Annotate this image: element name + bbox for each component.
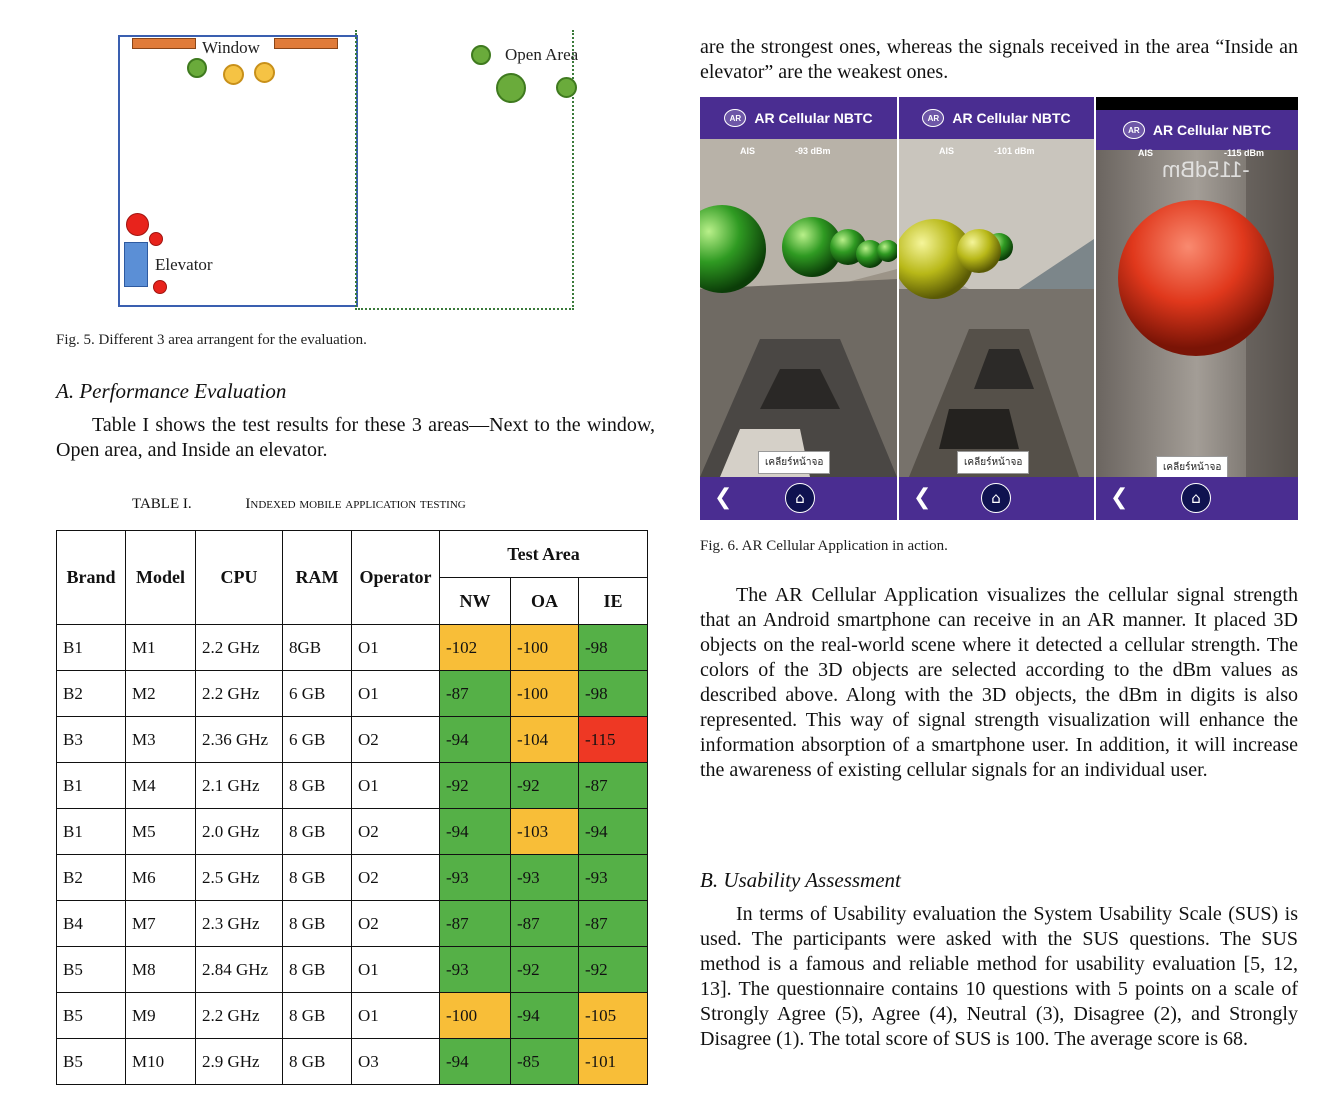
ar-scene-corridor (899, 139, 1094, 477)
operator-label: AIS (939, 146, 955, 156)
window-green-marker (187, 58, 207, 78)
cell-operator: O1 (352, 671, 440, 717)
cell-brand: B5 (57, 1039, 126, 1085)
cell-nw: -87 (440, 671, 511, 717)
cell-nw: -100 (440, 993, 511, 1039)
cell-brand: B1 (57, 763, 126, 809)
open-area-green-marker (496, 73, 526, 103)
dbm-label: -115 dBm (1224, 148, 1265, 158)
cell-oa: -94 (511, 993, 579, 1039)
cell-oa: -100 (511, 671, 579, 717)
cell-oa: -85 (511, 1039, 579, 1085)
cell-oa: -87 (511, 901, 579, 947)
top-right-paragraph: are the strongest ones, whereas the signals received in the area “Inside an elevator” are the weakest ones. (700, 36, 1298, 83)
home-icon[interactable]: ⌂ (981, 483, 1011, 513)
cell-model: M5 (126, 809, 196, 855)
back-icon[interactable]: ❮ (913, 485, 932, 510)
fig6-caption: Fig. 6. AR Cellular Application in action. (700, 538, 948, 554)
cell-ram: 8GB (283, 625, 352, 671)
cell-nw: -87 (440, 901, 511, 947)
elevator-box (124, 242, 148, 287)
col-cpu: CPU (196, 531, 283, 625)
section-b-paragraph (700, 902, 1298, 1052)
cell-model: M9 (126, 993, 196, 1039)
app-header (1096, 110, 1298, 150)
cell-brand: B5 (57, 947, 126, 993)
cell-operator: O2 (352, 855, 440, 901)
fig5-diagram (110, 30, 580, 315)
cell-ie: -87 (579, 901, 648, 947)
cell-oa: -92 (511, 947, 579, 993)
cell-operator: O2 (352, 901, 440, 947)
window-yellow-marker (254, 62, 275, 83)
table-row (57, 947, 648, 993)
section-a-heading: A. Performance Evaluation (56, 379, 287, 403)
cell-model: M8 (126, 947, 196, 993)
table-row (57, 625, 648, 671)
cell-brand: B1 (57, 809, 126, 855)
table-row (57, 717, 648, 763)
cell-nw: -93 (440, 947, 511, 993)
cell-brand: B1 (57, 625, 126, 671)
app-title: AR Cellular NBTC (754, 110, 873, 126)
cell-operator: O1 (352, 763, 440, 809)
cell-nw: -94 (440, 1039, 511, 1085)
open-area-label: Open Area (505, 45, 579, 64)
phone-screen-3 (1096, 97, 1298, 520)
cell-operator: O1 (352, 947, 440, 993)
cell-brand: B2 (57, 671, 126, 717)
cell-model: M2 (126, 671, 196, 717)
section-b-heading: B. Usability Assessment (700, 868, 901, 892)
window-label: Window (202, 38, 260, 57)
app-footer (700, 477, 897, 520)
cell-model: M7 (126, 901, 196, 947)
col-oa: OA (511, 578, 579, 625)
table-caption: Indexed mobile application testing (245, 496, 466, 512)
home-icon[interactable]: ⌂ (1181, 483, 1211, 513)
ar-signal-icon: AR (1123, 121, 1145, 139)
cell-brand: B5 (57, 993, 126, 1039)
cell-oa: -103 (511, 809, 579, 855)
cell-ie: -93 (579, 855, 648, 901)
cell-cpu: 2.3 GHz (196, 901, 283, 947)
ar-scene-corridor (700, 139, 897, 477)
cell-ie: -101 (579, 1039, 648, 1085)
col-test-area: Test Area (440, 531, 648, 578)
cell-oa: -100 (511, 625, 579, 671)
cell-cpu: 2.0 GHz (196, 809, 283, 855)
fig5-caption: Fig. 5. Different 3 area arrangent for the evaluation. (56, 332, 367, 348)
table-row (57, 901, 648, 947)
col-operator: Operator (352, 531, 440, 625)
cell-ram: 8 GB (283, 993, 352, 1039)
cell-ram: 6 GB (283, 671, 352, 717)
col-brand: Brand (57, 531, 126, 625)
cell-brand: B4 (57, 901, 126, 947)
camera-view (899, 139, 1094, 477)
cell-operator: O3 (352, 1039, 440, 1085)
cell-nw: -102 (440, 625, 511, 671)
app-title: AR Cellular NBTC (952, 110, 1071, 126)
cell-ie: -92 (579, 947, 648, 993)
window-bar-left (132, 38, 196, 49)
table-row (57, 763, 648, 809)
ar-app-text: The AR Cellular Application visualizes the cellular signal strength that an Android smartphone can receive in an AR manner. It placed 3D objects on the real-world scene where it detected a cellular strength. The colors of the 3D objects are selected according to the dBm values as described above. Along with the 3D objects, the dBm in digits is also represented. This way of signal strength visualization will enhance the information absorption of a smartphone user. In addition, it will increase the awareness of existing cellular signals for an individual user. (700, 584, 1298, 781)
cell-cpu: 2.2 GHz (196, 671, 283, 717)
window-yellow-marker (223, 64, 244, 85)
cell-model: M4 (126, 763, 196, 809)
cell-cpu: 2.1 GHz (196, 763, 283, 809)
table-row (57, 671, 648, 717)
cell-brand: B2 (57, 855, 126, 901)
cell-operator: O2 (352, 717, 440, 763)
ar-app-paragraph (700, 583, 1298, 783)
section-a-text: Table I shows the test results for these 3 areas—Next to the window, Open area, and Inside an elevator. (56, 414, 655, 461)
back-icon[interactable]: ❮ (1110, 485, 1129, 510)
operator-label: AIS (1138, 148, 1154, 158)
cell-cpu: 2.9 GHz (196, 1039, 283, 1085)
phone-screen-2 (899, 97, 1094, 520)
clear-screen-button[interactable]: เคลียร์หน้าจอ (758, 451, 830, 474)
ar-signal-icon: AR (922, 109, 944, 127)
camera-view (1096, 150, 1298, 477)
red-sphere (1118, 200, 1274, 356)
cell-ie: -105 (579, 993, 648, 1039)
table-number: TABLE I. (132, 496, 192, 512)
section-b-text: In terms of Usability evaluation the System Usability Scale (SUS) is used. The participants were asked with the SUS questions. The SUS method is a famous and reliable method for usability evaluation [5, 12, 13]. The questionnaire contains 10 questions with 5 points on a scale of Strongly Agree (5), Agree (4), Neutral (3), Disagree (2), and Strongly Disagree (1). The total score of SUS is 100. The average score is 68. (700, 903, 1298, 1050)
status-bar (1096, 97, 1298, 110)
fig6-screenshots (700, 97, 1298, 520)
open-area-green-marker (556, 77, 577, 98)
cell-ie: -87 (579, 763, 648, 809)
app-title: AR Cellular NBTC (1152, 122, 1272, 138)
cell-ram: 8 GB (283, 1039, 352, 1085)
elevator-red-marker (126, 213, 149, 236)
clear-screen-button[interactable]: เคลียร์หน้าจอ (957, 451, 1029, 474)
dbm-label: -93 dBm (795, 146, 831, 156)
table-row (57, 855, 648, 901)
cell-ram: 8 GB (283, 901, 352, 947)
col-nw: NW (440, 578, 511, 625)
cell-model: M10 (126, 1039, 196, 1085)
cell-ie: -115 (579, 717, 648, 763)
results-table (56, 530, 648, 1085)
elevator-red-marker (149, 232, 163, 246)
mirrored-dbm-overlay: -115dBm (1162, 157, 1250, 182)
cell-operator: O1 (352, 625, 440, 671)
cell-oa: -92 (511, 763, 579, 809)
window-bar-right (274, 38, 338, 49)
open-area-green-marker (471, 45, 491, 65)
cell-cpu: 2.2 GHz (196, 625, 283, 671)
ar-signal-icon: AR (724, 109, 746, 127)
col-ie: IE (579, 578, 648, 625)
section-a-paragraph (56, 413, 655, 463)
table-row (57, 1039, 648, 1085)
cell-cpu: 2.2 GHz (196, 993, 283, 1039)
table-row (57, 993, 648, 1039)
app-header (899, 97, 1094, 139)
table-body (57, 625, 648, 1085)
col-model: Model (126, 531, 196, 625)
cell-nw: -94 (440, 717, 511, 763)
cell-ram: 8 GB (283, 809, 352, 855)
yellow-sphere (957, 229, 1001, 273)
col-ram: RAM (283, 531, 352, 625)
cell-cpu: 2.84 GHz (196, 947, 283, 993)
dbm-label: -101 dBm (994, 146, 1035, 156)
cell-nw: -93 (440, 855, 511, 901)
home-icon[interactable]: ⌂ (785, 483, 815, 513)
cell-ie: -98 (579, 671, 648, 717)
open-area-dotted-bottom (358, 308, 574, 310)
cell-model: M6 (126, 855, 196, 901)
table-row (57, 809, 648, 855)
cell-model: M3 (126, 717, 196, 763)
cell-ie: -98 (579, 625, 648, 671)
app-header (700, 97, 897, 139)
clear-screen-button[interactable]: เคลียร์หน้าจอ (1156, 456, 1228, 479)
cell-oa: -93 (511, 855, 579, 901)
cell-cpu: 2.5 GHz (196, 855, 283, 901)
cell-model: M1 (126, 625, 196, 671)
table-title (132, 496, 466, 513)
cell-oa: -104 (511, 717, 579, 763)
cell-nw: -92 (440, 763, 511, 809)
elevator-red-marker (153, 280, 167, 294)
room-dotted-edge (355, 30, 357, 310)
open-area-dotted-edge (572, 30, 574, 310)
ar-scene-elevator (1096, 150, 1298, 477)
operator-label: AIS (740, 146, 756, 156)
cell-ram: 8 GB (283, 855, 352, 901)
app-footer (1096, 477, 1298, 520)
cell-ram: 8 GB (283, 947, 352, 993)
app-footer (899, 477, 1094, 520)
cell-ram: 6 GB (283, 717, 352, 763)
phone-screen-1 (700, 97, 897, 520)
camera-view (700, 139, 897, 477)
back-icon[interactable]: ❮ (714, 485, 733, 510)
cell-ram: 8 GB (283, 763, 352, 809)
cell-brand: B3 (57, 717, 126, 763)
cell-operator: O1 (352, 993, 440, 1039)
elevator-label: Elevator (155, 255, 213, 274)
cell-ie: -94 (579, 809, 648, 855)
cell-operator: O2 (352, 809, 440, 855)
cell-nw: -94 (440, 809, 511, 855)
cell-cpu: 2.36 GHz (196, 717, 283, 763)
